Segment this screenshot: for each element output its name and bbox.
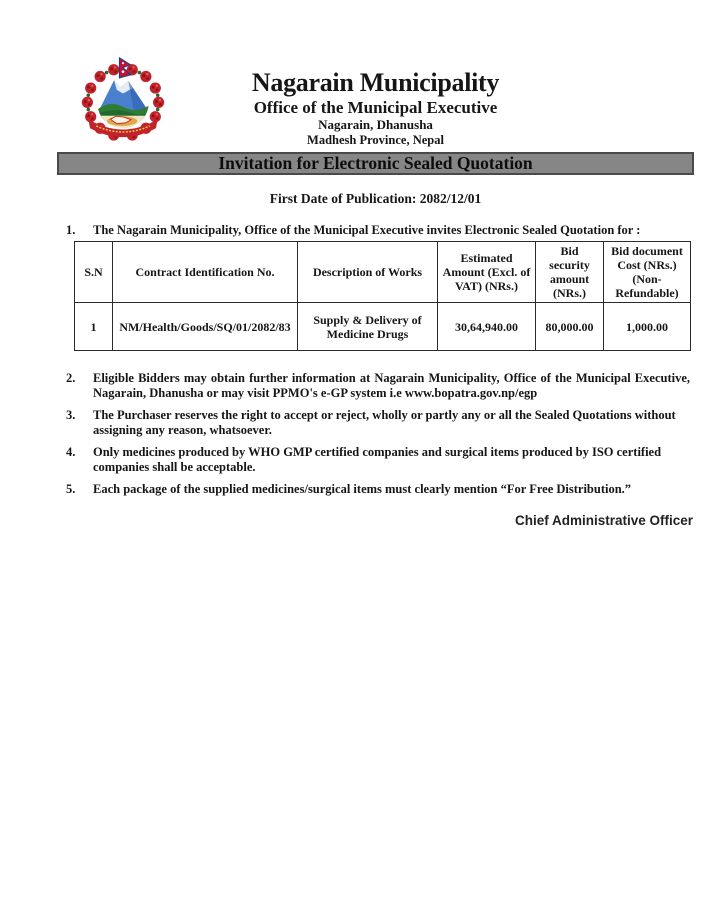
office-name: Office of the Municipal Executive xyxy=(253,98,498,117)
quotation-table xyxy=(74,241,691,351)
notice-item-1 xyxy=(57,223,694,238)
cell-bid-doc-cost: 1,000.00 xyxy=(604,303,691,351)
column-header-bid-doc-cost: Bid document Cost (NRs.) (Non- Refundable) xyxy=(604,242,691,303)
item-number: 1. xyxy=(66,223,76,237)
municipality-name: Nagarain Municipality xyxy=(251,68,500,97)
item-number: 2. xyxy=(66,371,76,385)
column-header-contract-id: Contract Identification No. xyxy=(113,242,298,303)
notice-item-3 xyxy=(57,408,694,438)
cell-sn: 1 xyxy=(75,303,113,351)
province-line: Madhesh Province, Nepal xyxy=(307,133,444,147)
column-header-description: Description of Works xyxy=(298,242,438,303)
cell-contract-id: NM/Health/Goods/SQ/01/2082/83 xyxy=(113,303,298,351)
item-text: Only medicines produced by WHO GMP certified companies and surgical items produced by ISO certified companies shall be acceptable. xyxy=(93,445,662,474)
notice-item-2 xyxy=(57,371,694,401)
notice-item-4 xyxy=(57,445,694,475)
column-header-sn: S.N xyxy=(75,242,113,303)
municipality-emblem-icon xyxy=(78,57,168,146)
item-text: The Nagarain Municipality, Office of the Municipal Executive invites Electronic Sealed Quotation for : xyxy=(93,223,641,237)
item-text: Each package of the supplied medicines/surgical items must clearly mention “For Free Distribution.” xyxy=(93,482,632,496)
notice-item-5 xyxy=(57,482,694,497)
invitation-banner-title: Invitation for Electronic Sealed Quotation xyxy=(218,152,533,173)
item-number: 5. xyxy=(66,482,76,496)
table-header-row xyxy=(75,242,691,303)
item-text: The Purchaser reserves the right to accept or reject, wholly or partly any or all the Sealed Quotations without assigning any reason, whatsoever. xyxy=(93,408,676,437)
publication-date: First Date of Publication: 2082/12/01 xyxy=(269,191,482,206)
signature-title: Chief Administrative Officer xyxy=(514,513,693,528)
document-content xyxy=(57,0,694,528)
cell-estimated-amount: 30,64,940.00 xyxy=(438,303,536,351)
address-line: Nagarain, Dhanusha xyxy=(318,117,433,132)
item-text: Eligible Bidders may obtain further information at Nagarain Municipality, Office of the Municipal Executive, Nagarain, Dhanusha or may visit PPMO's e-GP system i.e www.bopatra.gov.np/egp xyxy=(93,371,690,400)
cell-bid-security: 80,000.00 xyxy=(536,303,604,351)
document-header xyxy=(57,0,694,148)
table-row xyxy=(75,303,691,351)
invitation-banner xyxy=(57,152,694,175)
item-number: 4. xyxy=(66,445,76,459)
notice-list xyxy=(57,223,694,497)
column-header-estimated-amount: Estimated Amount (Excl. of VAT) (NRs.) xyxy=(438,242,536,303)
cell-description: Supply & Delivery of Medicine Drugs xyxy=(298,303,438,351)
item-number: 3. xyxy=(66,408,76,422)
column-header-bid-security: Bid security amount (NRs.) xyxy=(536,242,604,303)
